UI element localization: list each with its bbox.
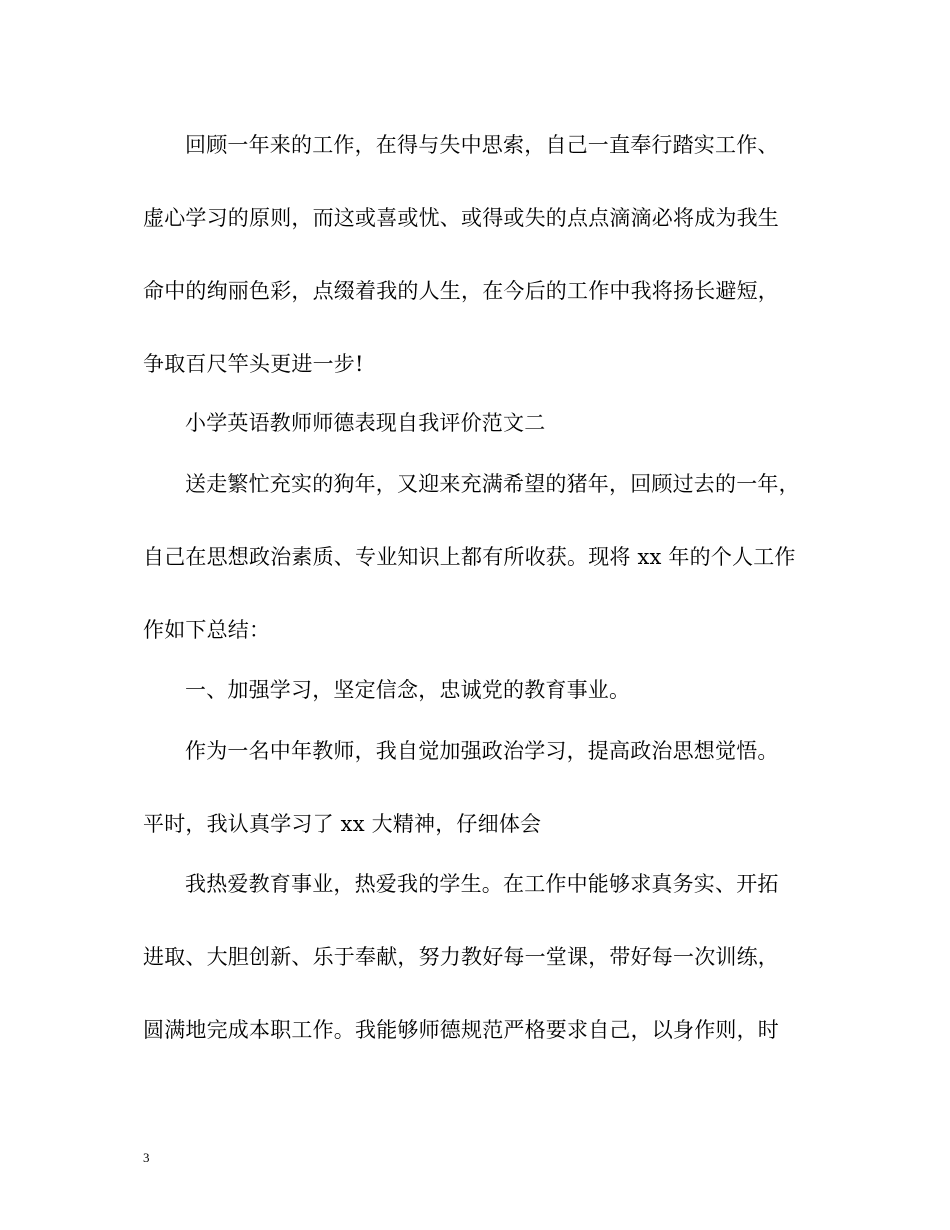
page-number: 3 [143,1150,150,1165]
paragraph-line: 作为一名中年教师，我自觉加强政治学习，提高政治思想觉悟。 [185,739,779,763]
paragraph-line: 自己在思想政治素质、专业知识上都有所收获。现将 xx 年的个人工作 [143,545,796,569]
paragraph-line: 命中的绚丽色彩，点缀着我的人生，在今后的工作中我将扬长避短， [143,279,779,303]
section-title: 小学英语教师师德表现自我评价范文二 [185,411,546,435]
paragraph-line: 平时，我认真学习了 xx 大精神，仔细体会 [143,812,542,836]
paragraph-line: 圆满地完成本职工作。我能够师德规范严格要求自己，以身作则，时 [143,1018,779,1042]
section-heading: 一、加强学习，坚定信念，忠诚党的教育事业。 [185,678,631,702]
paragraph-line: 回顾一年来的工作，在得与失中思索，自己一直奉行踏实工作、 [185,133,779,157]
paragraph-line: 作如下总结： [143,618,271,642]
paragraph-line: 虚心学习的原则，而这或喜或忧、或得或失的点点滴滴必将成为我生 [143,206,779,230]
paragraph-line: 进取、大胆创新、乐于奉献，努力教好每一堂课，带好每一次训练， [143,945,779,969]
paragraph-line: 送走繁忙充实的狗年，又迎来充满希望的猪年，回顾过去的一年， [185,472,800,496]
paragraph-line: 我热爱教育事业，热爱我的学生。在工作中能够求真务实、开拓 [185,872,779,896]
paragraph-line: 争取百尺竿头更进一步! [143,352,364,376]
